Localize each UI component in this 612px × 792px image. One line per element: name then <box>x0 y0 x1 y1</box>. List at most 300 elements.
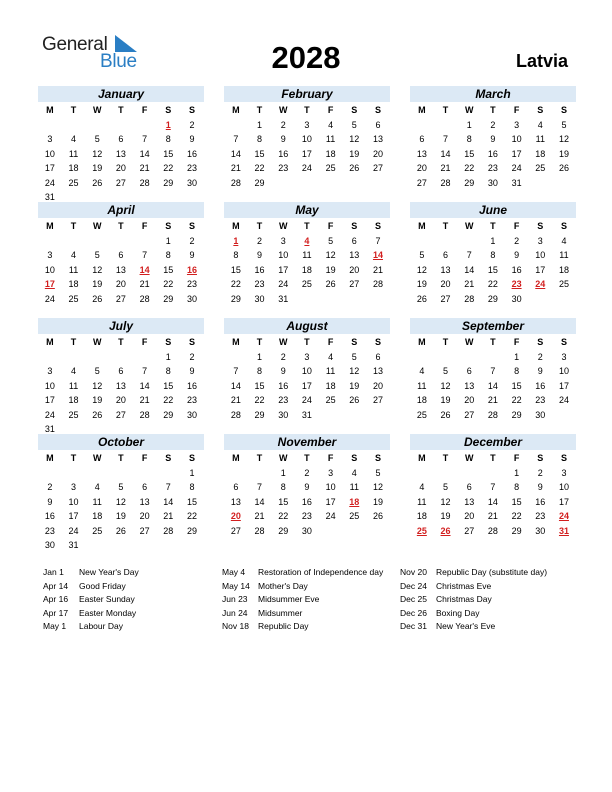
weekday-header: M <box>418 221 426 231</box>
day: 9 <box>537 366 543 376</box>
day: 20 <box>464 395 475 405</box>
day: 26 <box>92 177 103 188</box>
day: 6 <box>443 250 449 260</box>
day: 12 <box>349 366 360 376</box>
day: 26 <box>558 163 569 173</box>
day: 5 <box>94 250 100 260</box>
day: 21 <box>163 511 174 521</box>
day: 15 <box>186 496 197 507</box>
weekday-header: F <box>141 105 148 115</box>
day: 12 <box>92 264 103 275</box>
day: 22 <box>186 511 197 521</box>
month-october <box>38 434 204 553</box>
weekday-header: W <box>278 105 288 115</box>
weekday-header: T <box>256 105 263 115</box>
day: 21 <box>487 395 498 405</box>
day: 4 <box>419 366 425 376</box>
holiday-entry <box>43 607 139 621</box>
weekday-header: M <box>46 453 54 463</box>
day: 15 <box>254 380 265 391</box>
holiday-date: May 1 <box>43 621 67 632</box>
holiday-entry <box>43 580 139 594</box>
logo-blue-text: Blue <box>100 51 137 72</box>
month-august <box>224 318 390 422</box>
holiday-entry <box>400 580 547 594</box>
day: 25 <box>301 279 312 289</box>
empty-day <box>434 466 458 481</box>
empty-day <box>457 466 481 481</box>
month-title: May <box>224 202 390 218</box>
holiday-date: Apr 17 <box>43 607 69 618</box>
weekday-header: W <box>278 221 288 231</box>
weekday-header: T <box>118 337 124 347</box>
day: 25 <box>68 293 79 304</box>
holiday-day: 25 <box>416 525 427 536</box>
day: 29 <box>254 409 265 420</box>
day: 3 <box>304 119 310 130</box>
month-title: November <box>224 434 390 450</box>
day: 10 <box>325 482 336 492</box>
empty-day <box>109 350 133 365</box>
day: 11 <box>325 134 336 144</box>
day: 21 <box>464 279 475 289</box>
weekday-header: T <box>490 337 496 347</box>
day: 27 <box>464 409 475 420</box>
weekday-header: S <box>165 221 172 231</box>
month-march <box>410 86 576 190</box>
day: 25 <box>349 511 360 521</box>
month-july <box>38 318 204 437</box>
weekday-header: W <box>92 105 102 115</box>
day: 3 <box>561 467 567 478</box>
day: 5 <box>375 467 381 478</box>
empty-day <box>109 466 133 481</box>
empty-day <box>38 350 62 365</box>
day: 27 <box>349 279 360 289</box>
day: 25 <box>558 279 569 289</box>
holiday-entry <box>400 593 547 607</box>
weekday-header: T <box>70 221 77 231</box>
weekday-header: T <box>256 221 263 231</box>
day: 22 <box>254 395 265 405</box>
day: 4 <box>71 366 77 376</box>
weekday-header: T <box>442 105 449 115</box>
day: 15 <box>278 496 289 507</box>
day: 26 <box>349 163 360 173</box>
weekday-header: M <box>232 453 240 463</box>
month-february <box>224 86 390 190</box>
holiday-name: New Year's Eve <box>436 621 496 632</box>
weekday-header: W <box>92 337 102 347</box>
weekday-header: T <box>304 105 310 115</box>
day: 2 <box>304 467 310 478</box>
day: 5 <box>443 366 449 376</box>
day: 23 <box>44 525 55 536</box>
month-january <box>38 86 204 205</box>
day: 28 <box>139 409 150 420</box>
day: 23 <box>487 163 498 173</box>
weekday-header: W <box>92 453 102 463</box>
weekday-header: S <box>560 453 567 463</box>
day: 24 <box>325 511 336 521</box>
day: 24 <box>44 293 55 304</box>
day: 18 <box>535 148 546 159</box>
day: 30 <box>535 525 546 536</box>
day: 23 <box>535 395 546 405</box>
day: 27 <box>372 163 383 173</box>
day: 7 <box>257 482 263 492</box>
day: 23 <box>186 395 197 405</box>
day: 24 <box>511 163 522 173</box>
weekday-header: T <box>70 337 77 347</box>
day-grid <box>224 219 390 306</box>
holiday-day: 4 <box>304 235 310 246</box>
holiday-entry <box>43 620 139 634</box>
day: 10 <box>278 250 289 260</box>
weekday-header: W <box>464 453 474 463</box>
holiday-day: 20 <box>230 511 241 521</box>
weekday-header: S <box>560 221 567 231</box>
day: 17 <box>325 496 336 507</box>
day: 3 <box>280 235 286 246</box>
day: 20 <box>115 395 126 405</box>
day: 2 <box>47 482 53 492</box>
day: 17 <box>68 511 79 521</box>
weekday-header: T <box>442 221 449 231</box>
day: 4 <box>419 482 425 492</box>
day: 10 <box>44 148 55 159</box>
day: 24 <box>301 163 312 173</box>
holiday-name: Easter Sunday <box>79 594 135 605</box>
day: 11 <box>92 496 102 507</box>
day: 29 <box>464 177 475 188</box>
holiday-name: Easter Monday <box>79 607 137 618</box>
day: 8 <box>514 482 520 492</box>
day: 29 <box>230 293 241 304</box>
day: 16 <box>487 148 498 159</box>
month-title: August <box>224 318 390 334</box>
empty-day <box>410 466 434 481</box>
month-title: February <box>224 86 390 102</box>
day: 2 <box>514 235 520 246</box>
day: 6 <box>466 482 472 492</box>
weekday-header: F <box>141 221 148 231</box>
day: 16 <box>511 264 522 275</box>
day: 19 <box>440 395 451 405</box>
holiday-date: Jun 24 <box>222 607 248 618</box>
empty-day <box>224 350 248 365</box>
weekday-header: S <box>351 453 358 463</box>
day: 14 <box>440 148 451 159</box>
day: 26 <box>440 409 451 420</box>
day: 15 <box>511 496 522 507</box>
day: 9 <box>280 134 286 144</box>
day: 22 <box>163 395 174 405</box>
day: 26 <box>349 395 360 405</box>
day: 26 <box>92 409 103 420</box>
empty-day <box>481 350 505 365</box>
holiday-day: 14 <box>372 250 383 260</box>
weekday-header: S <box>188 453 195 463</box>
day: 2 <box>189 351 195 362</box>
day: 16 <box>278 148 289 159</box>
empty-day <box>410 234 434 249</box>
day: 27 <box>440 293 451 304</box>
day: 24 <box>278 279 289 289</box>
day: 16 <box>278 380 289 391</box>
day: 16 <box>186 148 197 159</box>
empty-day <box>85 118 109 133</box>
day: 9 <box>490 134 496 144</box>
day: 10 <box>535 250 546 260</box>
weekday-header: T <box>442 337 449 347</box>
holiday-name: Good Friday <box>79 580 126 591</box>
day: 22 <box>511 395 522 405</box>
day: 18 <box>68 163 79 173</box>
day: 18 <box>325 380 336 391</box>
day: 19 <box>92 163 103 173</box>
weekday-header: S <box>188 337 195 347</box>
day: 19 <box>115 511 126 521</box>
logo-general-text: General <box>42 34 108 55</box>
month-title: June <box>410 202 576 218</box>
day: 25 <box>325 395 336 405</box>
day: 7 <box>443 134 449 144</box>
weekday-header: S <box>351 105 358 115</box>
day: 10 <box>558 366 569 376</box>
weekday-header: W <box>464 337 474 347</box>
day: 16 <box>254 264 265 275</box>
day: 9 <box>189 366 195 376</box>
day: 1 <box>514 351 520 362</box>
day: 10 <box>68 496 79 507</box>
day: 24 <box>44 177 55 188</box>
day: 20 <box>139 511 150 521</box>
day: 24 <box>301 395 312 405</box>
day: 30 <box>301 525 312 536</box>
day: 5 <box>351 351 357 362</box>
day: 4 <box>561 235 567 246</box>
day: 23 <box>186 279 197 289</box>
holiday-name: Christmas Day <box>436 594 492 605</box>
weekday-header: S <box>351 221 358 231</box>
holiday-name: Republic Day <box>258 621 309 632</box>
day: 7 <box>490 482 496 492</box>
day: 5 <box>328 235 334 246</box>
month-may <box>224 202 390 306</box>
day: 14 <box>464 264 475 275</box>
day: 10 <box>301 366 312 376</box>
day: 22 <box>163 279 174 289</box>
day: 5 <box>443 482 449 492</box>
day: 6 <box>233 482 239 492</box>
day-grid <box>38 451 204 553</box>
day: 12 <box>115 496 126 507</box>
day: 8 <box>165 134 171 144</box>
day: 4 <box>537 119 543 130</box>
day: 21 <box>230 163 241 173</box>
holiday-date: Jun 23 <box>222 594 248 605</box>
day: 5 <box>94 366 100 376</box>
day: 28 <box>372 279 383 289</box>
day: 7 <box>142 250 148 260</box>
day: 1 <box>490 235 496 246</box>
day: 15 <box>163 264 174 275</box>
day: 6 <box>118 366 124 376</box>
day: 28 <box>139 293 150 304</box>
holiday-entry <box>43 566 139 580</box>
holiday-date: May 14 <box>222 580 250 591</box>
month-september <box>410 318 576 422</box>
weekday-header: W <box>278 337 288 347</box>
month-april <box>38 202 204 306</box>
holiday-day: 18 <box>349 496 360 507</box>
day: 3 <box>561 351 567 362</box>
day: 25 <box>68 409 79 420</box>
day: 14 <box>163 496 174 507</box>
day: 11 <box>68 380 79 391</box>
day: 14 <box>487 496 498 507</box>
day: 8 <box>189 482 195 492</box>
day: 17 <box>278 264 289 275</box>
day: 17 <box>301 148 312 159</box>
day: 11 <box>302 250 312 260</box>
day: 13 <box>372 366 383 376</box>
empty-day <box>434 234 458 249</box>
day: 10 <box>558 482 569 492</box>
day: 28 <box>230 409 241 420</box>
day: 29 <box>487 293 498 304</box>
day: 8 <box>165 250 171 260</box>
day: 31 <box>511 177 522 188</box>
day: 12 <box>349 134 360 144</box>
day: 29 <box>163 409 174 420</box>
day: 25 <box>416 409 427 420</box>
weekday-header: T <box>256 453 263 463</box>
day: 23 <box>301 511 312 521</box>
holiday-date: Jan 1 <box>43 567 64 577</box>
day: 22 <box>487 279 498 289</box>
weekday-header: S <box>537 337 544 347</box>
day: 9 <box>189 134 195 144</box>
day: 16 <box>44 511 55 521</box>
day: 6 <box>419 134 425 144</box>
day: 12 <box>558 134 569 144</box>
day: 18 <box>92 511 103 521</box>
day: 29 <box>278 525 289 536</box>
day: 22 <box>254 163 265 173</box>
day: 19 <box>440 511 451 521</box>
weekday-header: S <box>560 105 567 115</box>
day: 15 <box>254 148 265 159</box>
day: 30 <box>186 409 197 420</box>
day: 7 <box>233 134 239 144</box>
holiday-day: 26 <box>440 525 451 536</box>
day: 31 <box>301 409 312 420</box>
empty-day <box>133 466 157 481</box>
day: 18 <box>68 279 79 289</box>
weekday-header: S <box>374 453 381 463</box>
day: 5 <box>561 119 567 130</box>
day: 4 <box>71 250 77 260</box>
day: 28 <box>440 177 451 188</box>
day: 25 <box>68 177 79 188</box>
month-title: September <box>410 318 576 334</box>
day: 6 <box>118 134 124 144</box>
day: 3 <box>514 119 520 130</box>
holiday-name: Midsummer <box>258 607 303 618</box>
day: 21 <box>254 511 265 521</box>
weekday-header: F <box>513 221 520 231</box>
day-grid <box>410 451 576 538</box>
day: 3 <box>47 366 53 376</box>
day-grid <box>410 219 576 306</box>
day: 17 <box>301 380 312 391</box>
day: 13 <box>464 496 475 507</box>
day: 17 <box>558 496 569 507</box>
empty-day <box>224 466 248 481</box>
day: 7 <box>142 134 148 144</box>
day-grid <box>224 103 390 190</box>
day: 12 <box>440 380 451 391</box>
day: 28 <box>487 525 498 536</box>
day: 29 <box>186 525 197 536</box>
day: 12 <box>416 264 427 275</box>
day: 5 <box>118 482 124 492</box>
day: 13 <box>372 134 383 144</box>
day: 19 <box>92 279 103 289</box>
empty-day <box>62 466 86 481</box>
day: 18 <box>416 395 427 405</box>
day: 21 <box>139 395 150 405</box>
day: 20 <box>464 511 475 521</box>
day: 6 <box>118 250 124 260</box>
day: 19 <box>558 148 569 159</box>
weekday-header: T <box>490 221 496 231</box>
weekday-header: W <box>278 453 288 463</box>
holiday-date: Dec 24 <box>400 580 427 591</box>
day: 29 <box>163 177 174 188</box>
day: 7 <box>490 366 496 376</box>
day: 27 <box>230 525 241 536</box>
day: 1 <box>280 467 286 478</box>
day: 6 <box>375 351 381 362</box>
day: 9 <box>537 482 543 492</box>
holiday-name: Restoration of Independence day <box>258 567 384 577</box>
day: 21 <box>440 163 451 173</box>
day: 3 <box>304 351 310 362</box>
day: 15 <box>511 380 522 391</box>
day: 23 <box>278 395 289 405</box>
day: 30 <box>254 293 265 304</box>
weekday-header: W <box>464 221 474 231</box>
day: 20 <box>416 163 427 173</box>
empty-day <box>434 118 458 133</box>
holiday-day: 31 <box>558 525 569 536</box>
weekday-header: F <box>513 453 520 463</box>
day: 8 <box>280 482 286 492</box>
day: 22 <box>230 279 241 289</box>
day: 4 <box>328 119 334 130</box>
day: 13 <box>115 148 126 159</box>
day: 2 <box>490 119 496 130</box>
day: 8 <box>466 134 472 144</box>
day: 11 <box>325 366 336 376</box>
month-title: July <box>38 318 204 334</box>
weekday-header: T <box>118 221 124 231</box>
day: 13 <box>349 250 360 260</box>
weekday-header: S <box>374 105 381 115</box>
